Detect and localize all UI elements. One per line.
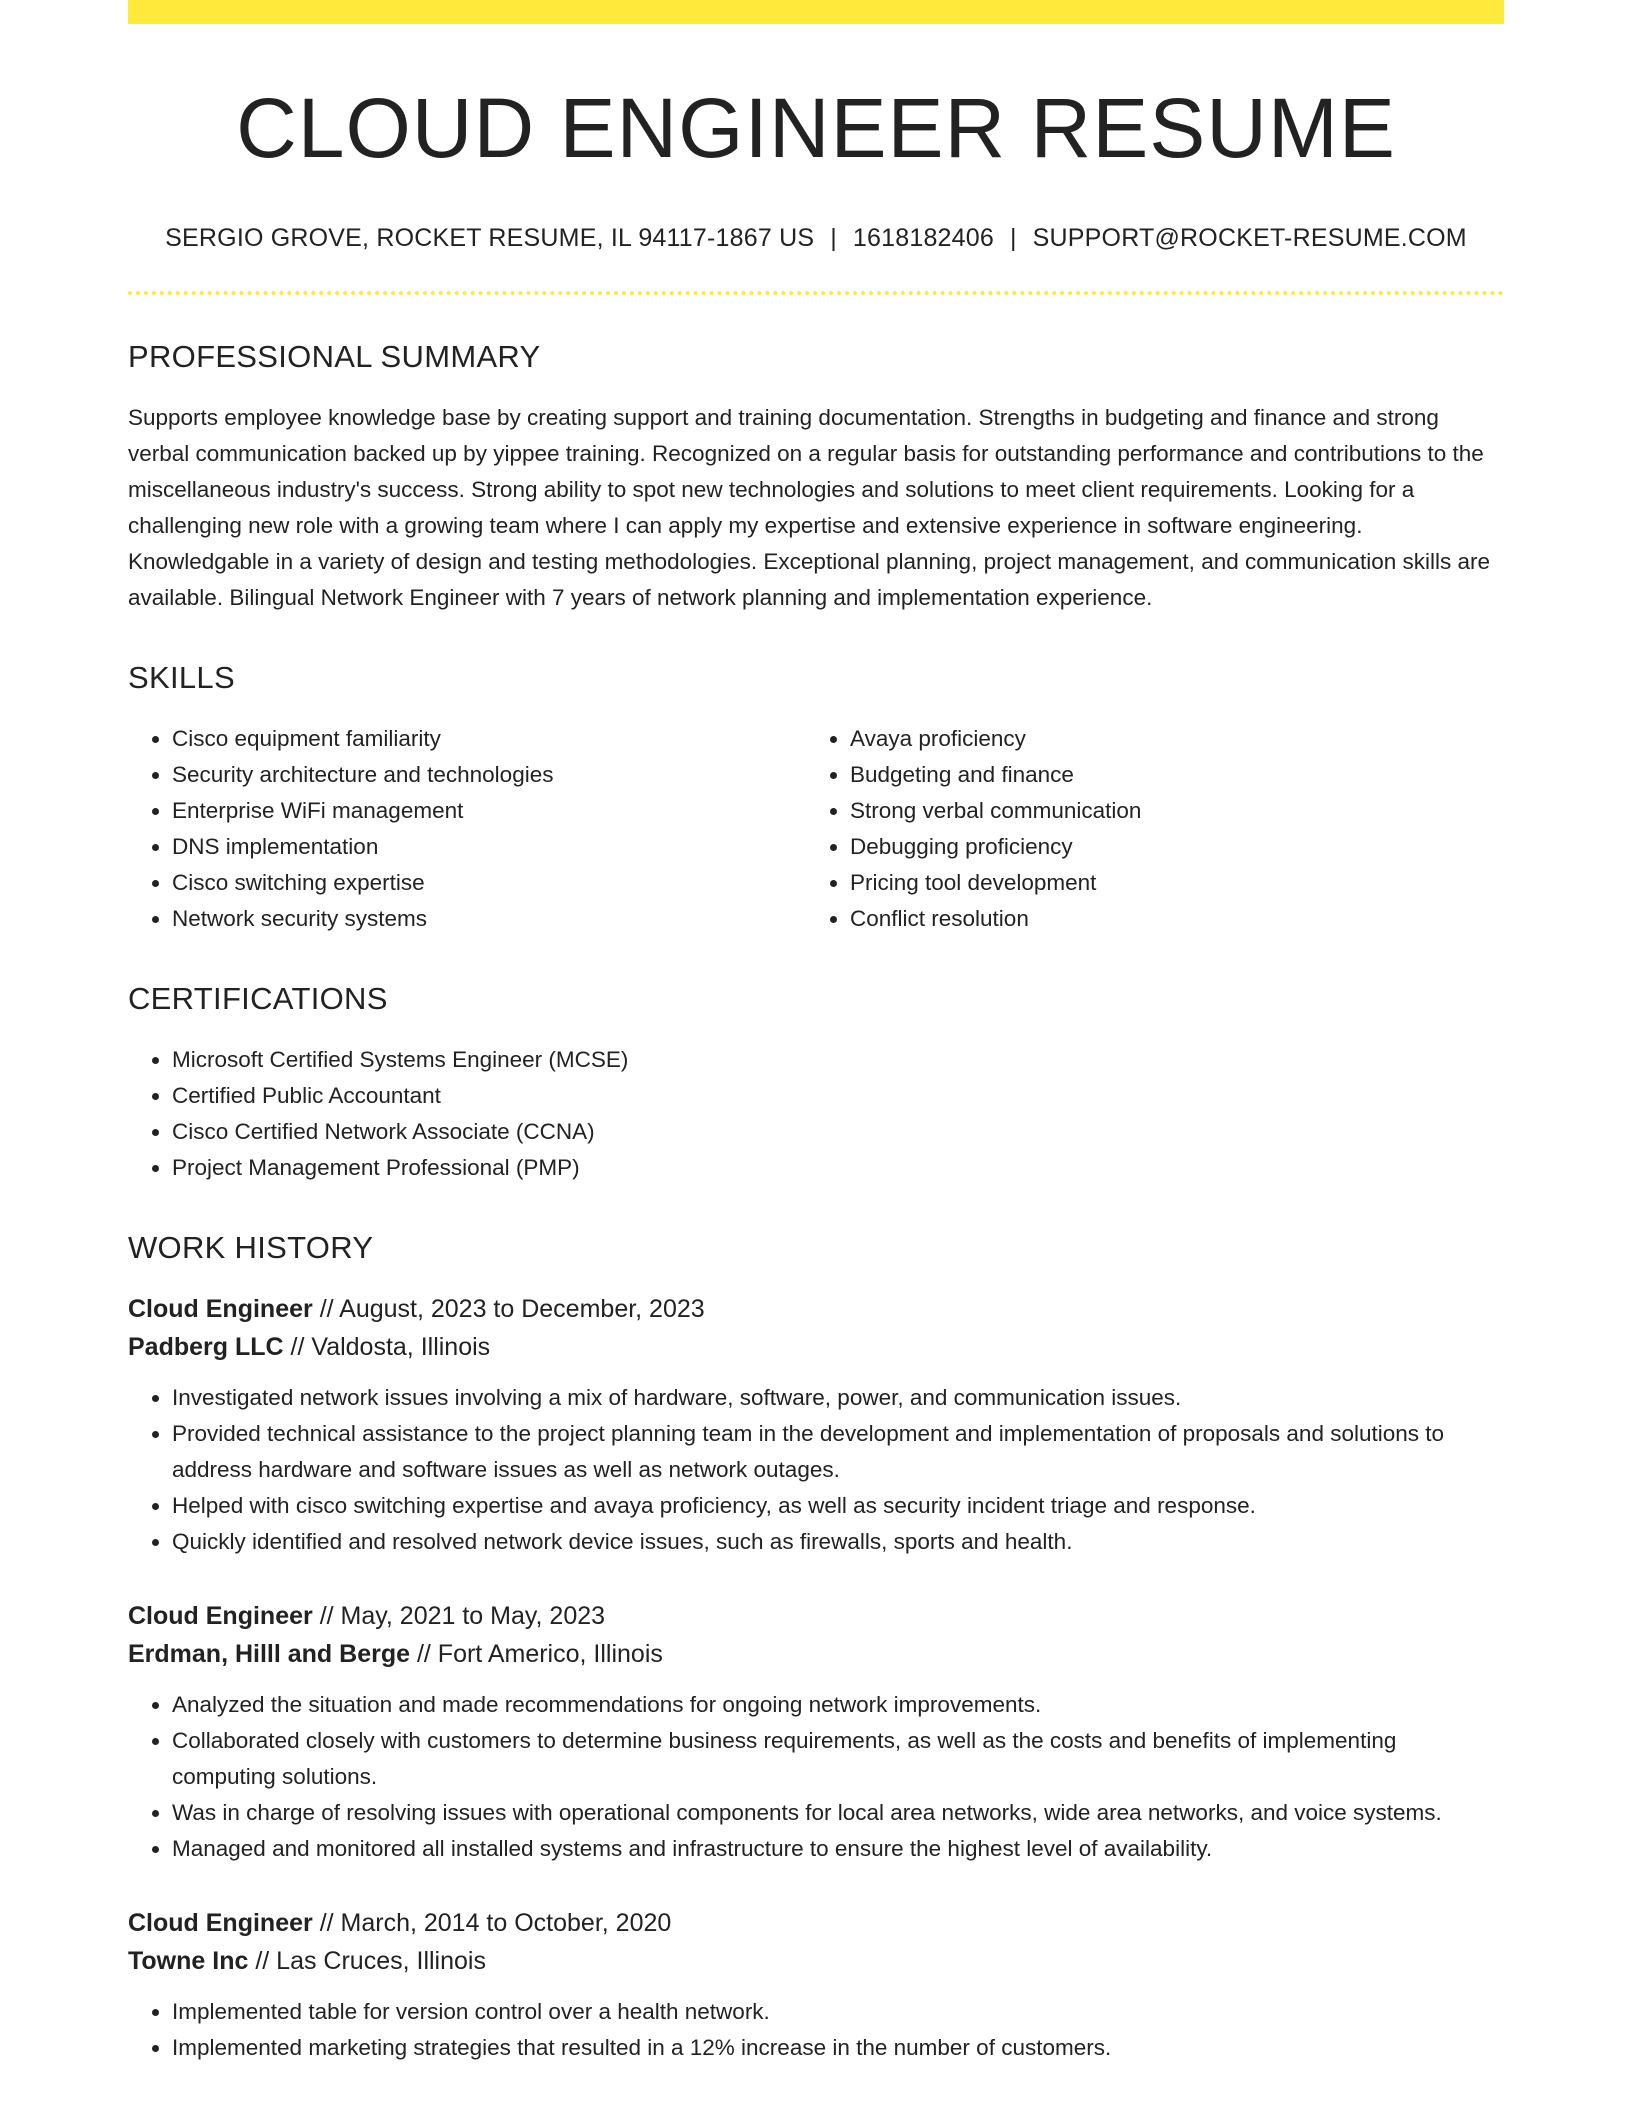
skills-column-left <box>128 721 806 937</box>
skill-item: • Avaya proficiency <box>850 721 1484 757</box>
job-bullet: • Helped with cisco switching expertise and avaya proficiency, as well as security incident triage and response. <box>172 1488 1504 1524</box>
skill-item: • Cisco switching expertise <box>172 865 806 901</box>
skills-list-left <box>128 721 806 937</box>
skill-item: • Strong verbal communication <box>850 793 1484 829</box>
section-heading-certifications: CERTIFICATIONS <box>128 981 388 1017</box>
job-dates: // May, 2021 to May, 2023 <box>319 1602 606 1631</box>
job-title-line <box>128 1290 1504 1328</box>
skills-section <box>128 660 1504 937</box>
skills-list-right <box>806 721 1484 937</box>
section-heading-summary: PROFESSIONAL SUMMARY <box>128 339 541 375</box>
job-dates: // August, 2023 to December, 2023 <box>319 1295 705 1324</box>
job-company: Padberg LLC <box>128 1333 284 1362</box>
job-bullet: • Analyzed the situation and made recommendations for ongoing network improvements. <box>172 1687 1504 1723</box>
job-company: Erdman, Hilll and Berge <box>128 1640 411 1669</box>
work-history-section <box>128 1230 1504 2066</box>
job-bullet: • Implemented marketing strategies that resulted in a 12% increase in the number of customers. <box>172 2030 1504 2066</box>
dotted-divider <box>128 291 1504 295</box>
skill-item: • DNS implementation <box>172 829 806 865</box>
skill-item: • Pricing tool development <box>850 865 1484 901</box>
skill-item: • Enterprise WiFi management <box>172 793 806 829</box>
certifications-section <box>128 981 1504 1186</box>
job-bullet: • Provided technical assistance to the project planning team in the development and implementation of proposals and solutions to address hardware and software issues as well as network outages. <box>172 1416 1504 1488</box>
job-entry <box>128 1290 1504 1560</box>
summary-text: Supports employee knowledge base by creating support and training documentation. Strengths in budgeting and finance and strong verbal communication backed up by yippee training. Recognized on a regular basis for outstanding performance and contributions to the miscellaneous industry's success. Strong ability to spot new technologies and solutions to meet client requirements. Looking for a challenging new role with a growing team where I can apply my expertise and extensive experience in software engineering. Knowledgable in a variety of design and testing methodologies. Exceptional planning, project management, and communication skills are available. Bilingual Network Engineer with 7 years of network planning and implementation experience. <box>128 405 1491 611</box>
job-entry <box>128 1904 1504 2066</box>
job-title-line <box>128 1904 1504 1942</box>
job-bullet: • Was in charge of resolving issues with operational components for local area networks, wide area networks, and voice systems. <box>172 1795 1504 1831</box>
certification-item: • Microsoft Certified Systems Engineer (MCSE) <box>172 1042 1504 1078</box>
contact-line <box>128 224 1504 253</box>
job-title: Cloud Engineer <box>128 1909 313 1938</box>
job-entry <box>128 1597 1504 1867</box>
skill-item: • Budgeting and finance <box>850 757 1484 793</box>
job-dates: // March, 2014 to October, 2020 <box>319 1909 672 1938</box>
contact-address: SERGIO GROVE, ROCKET RESUME, IL 94117-1867 US <box>165 224 815 253</box>
resume-title: CLOUD ENGINEER RESUME <box>236 81 1396 175</box>
section-heading-work-history: WORK HISTORY <box>128 1230 374 1266</box>
job-company: Towne Inc <box>128 1947 249 1976</box>
job-bullet: • Implemented table for version control over a health network. <box>172 1994 1504 2030</box>
contact-email: SUPPORT@ROCKET-RESUME.COM <box>1032 224 1467 253</box>
section-heading-skills: SKILLS <box>128 660 235 696</box>
contact-separator: | <box>1009 224 1017 253</box>
job-bullet: • Managed and monitored all installed systems and infrastructure to ensure the highest level of availability. <box>172 1831 1504 1867</box>
job-location: // Valdosta, Illinois <box>290 1333 491 1362</box>
job-company-line <box>128 1328 1504 1366</box>
job-bullets <box>128 1687 1504 1867</box>
job-title: Cloud Engineer <box>128 1295 313 1324</box>
job-location: // Las Cruces, Illinois <box>255 1947 486 1976</box>
job-bullets <box>128 1994 1504 2066</box>
job-company-line <box>128 1942 1504 1980</box>
skill-item: • Security architecture and technologies <box>172 757 806 793</box>
job-title: Cloud Engineer <box>128 1602 313 1631</box>
skills-grid <box>128 721 1504 937</box>
accent-top-bar <box>128 0 1504 24</box>
certification-item: • Cisco Certified Network Associate (CCNA) <box>172 1114 1504 1150</box>
contact-separator: | <box>830 224 837 253</box>
job-title-line <box>128 1597 1504 1635</box>
job-bullet: • Investigated network issues involving a mix of hardware, software, power, and communication issues. <box>172 1380 1504 1416</box>
skill-item: • Network security systems <box>172 901 806 937</box>
job-bullet: • Collaborated closely with customers to determine business requirements, as well as the costs and benefits of implementing computing solutions. <box>172 1723 1504 1795</box>
professional-summary-section <box>128 339 1504 616</box>
skill-item: • Cisco equipment familiarity <box>172 721 806 757</box>
certification-item: • Certified Public Accountant <box>172 1078 1504 1114</box>
skills-column-right <box>806 721 1484 937</box>
resume-page <box>128 0 1504 2066</box>
job-bullet: • Quickly identified and resolved network device issues, such as firewalls, sports and health. <box>172 1524 1504 1560</box>
skill-item: • Conflict resolution <box>850 901 1484 937</box>
certifications-list <box>128 1042 1504 1186</box>
skill-item: • Debugging proficiency <box>850 829 1484 865</box>
job-location: // Fort Americo, Illinois <box>416 1640 663 1669</box>
job-company-line <box>128 1635 1504 1673</box>
job-bullets <box>128 1380 1504 1560</box>
certification-item: • Project Management Professional (PMP) <box>172 1150 1504 1186</box>
contact-phone: 1618182406 <box>852 224 994 253</box>
